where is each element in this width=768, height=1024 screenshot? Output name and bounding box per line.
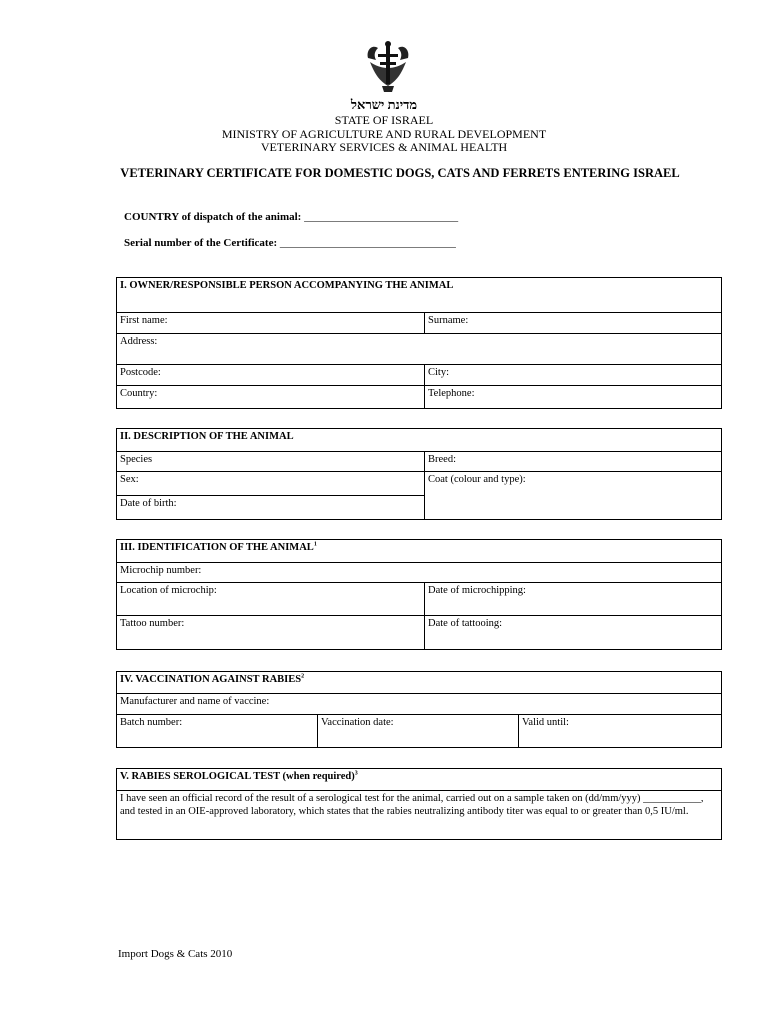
serial-number-field[interactable] xyxy=(124,237,456,249)
tattoo-number-field[interactable]: Tattoo number: xyxy=(117,616,425,650)
hebrew-state-name: מדינת ישראל xyxy=(350,97,418,112)
identification-section-title xyxy=(117,540,722,563)
microchip-number-field[interactable]: Microchip number: xyxy=(117,563,722,583)
microchip-location-field[interactable]: Location of microchip: xyxy=(117,583,425,616)
address-field[interactable]: Address: xyxy=(117,334,722,365)
telephone-field[interactable]: Telephone: xyxy=(425,386,722,409)
rabies-vaccination-section xyxy=(116,671,722,748)
first-name-field[interactable]: First name: xyxy=(117,313,425,334)
owner-country-field[interactable]: Country: xyxy=(117,386,425,409)
postcode-field[interactable]: Postcode: xyxy=(117,365,425,386)
vaccine-manufacturer-field[interactable]: Manufacturer and name of vaccine: xyxy=(117,694,722,715)
country-of-dispatch-label: COUNTRY of dispatch of the animal: xyxy=(124,211,302,223)
state-name: STATE OF ISRAEL xyxy=(334,113,434,127)
footnote-3-marker: 3 xyxy=(354,770,358,777)
vaccination-title-text: IV. VACCINATION AGAINST RABIES xyxy=(120,674,302,685)
owner-section xyxy=(116,277,722,409)
certificate-title: VETERINARY CERTIFICATE FOR DOMESTIC DOGS, CATS AND FERRETS ENTERING ISRAEL xyxy=(120,166,680,180)
batch-number-field[interactable]: Batch number: xyxy=(117,715,318,748)
state-emblem-icon xyxy=(360,36,416,96)
date-of-birth-field[interactable]: Date of birth: xyxy=(117,496,425,520)
service-name: VETERINARY SERVICES & ANIMAL HEALTH xyxy=(260,140,508,154)
coat-field[interactable]: Coat (colour and type): xyxy=(425,472,722,520)
animal-identification-section xyxy=(116,539,722,650)
country-of-dispatch-field[interactable] xyxy=(124,211,458,223)
serial-number-blank: ________________________________ xyxy=(279,237,456,249)
owner-section-title: I. OWNER/RESPONSIBLE PERSON ACCOMPANYING THE ANIMAL xyxy=(117,278,722,313)
animal-description-section xyxy=(116,428,722,520)
city-field[interactable]: City: xyxy=(425,365,722,386)
serological-statement: I have seen an official record of the result of a serological test for the animal, carried out on a sample taken on (dd/mm/yyy) ___________, and tested in an OIE-approved laboratory, which states that the rabies neutralizing antibody titer was equal to or greater than 0,5 IU/ml. xyxy=(117,791,722,840)
vaccination-section-title xyxy=(117,672,722,694)
sex-field[interactable]: Sex: xyxy=(117,472,425,496)
footnote-2-marker: 2 xyxy=(301,673,305,680)
serological-section-title xyxy=(117,769,722,791)
serological-title-text: V. RABIES SEROLOGICAL TEST (when required) xyxy=(120,771,355,782)
species-field[interactable]: Species xyxy=(117,452,425,472)
country-of-dispatch-blank: ____________________________ xyxy=(304,211,459,223)
valid-until-field[interactable]: Valid until: xyxy=(519,715,722,748)
footer-text: Import Dogs & Cats 2010 xyxy=(118,948,233,960)
ministry-name: MINISTRY OF AGRICULTURE AND RURAL DEVELOPMENT xyxy=(221,127,547,141)
microchip-date-field[interactable]: Date of microchipping: xyxy=(425,583,722,616)
tattoo-date-field[interactable]: Date of tattooing: xyxy=(425,616,722,650)
description-section-title: II. DESCRIPTION OF THE ANIMAL xyxy=(117,429,722,452)
rabies-serological-section xyxy=(116,768,722,840)
vaccination-date-field[interactable]: Vaccination date: xyxy=(318,715,519,748)
breed-field[interactable]: Breed: xyxy=(425,452,722,472)
footnote-1-marker: 1 xyxy=(313,541,317,548)
surname-field[interactable]: Surname: xyxy=(425,313,722,334)
serial-number-label: Serial number of the Certificate: xyxy=(124,237,278,249)
identification-title-text: III. IDENTIFICATION OF THE ANIMAL xyxy=(120,542,314,553)
